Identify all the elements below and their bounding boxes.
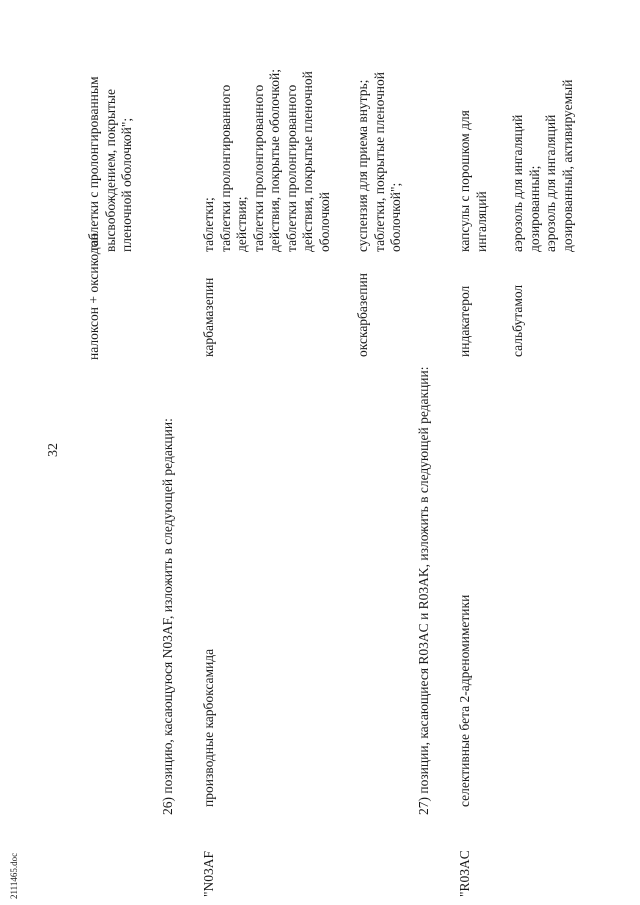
section-27-heading: 27) позиции, касающиеся R03AC и R03AK, изложить в следующей редакции: [416,366,431,815]
file-name: 2111465.doc [9,852,19,899]
substance-indacaterol: индакатерол [457,285,472,357]
section-27-group: селективные бета 2-адреномиметики [457,594,472,807]
section-26-code: "N03AF [201,850,216,897]
section-26-group: производные карбоксамида [201,648,216,807]
forms-carbamazepine: таблетки; таблетки пролонгированного действия; таблетки пролонгированного действия, покрытые оболочкой; таблетки пролонгированного действия, покрытые пленочной оболочкой [201,69,332,252]
section-27-code: "R03AC [457,850,472,897]
row-substance: налоксон + оксикодон [86,233,101,360]
forms-oxcarbazepine: суспензия для приема внутрь; таблетки, покрытые пленочной оболочкой"; [355,71,403,252]
forms-indacaterol: капсулы с порошком для ингаляций [457,110,489,252]
substance-oxcarbazepine: окскарбазепин [355,273,370,357]
row-forms: таблетки с пролонгированным высвобождением, покрытые пленочной оболочкой"; [86,76,134,252]
forms-salbutamol: аэрозоль для ингаляций дозированный; аэрозоль для ингаляций дозированный, активируемый [510,79,575,252]
section-26-heading: 26) позицию, касающуюся N03AF, изложить в следующей редакции: [160,418,175,815]
substance-salbutamol: сальбутамол [510,284,525,357]
page-number: 32 [46,443,61,457]
substance-carbamazepine: карбамазепин [201,277,216,357]
